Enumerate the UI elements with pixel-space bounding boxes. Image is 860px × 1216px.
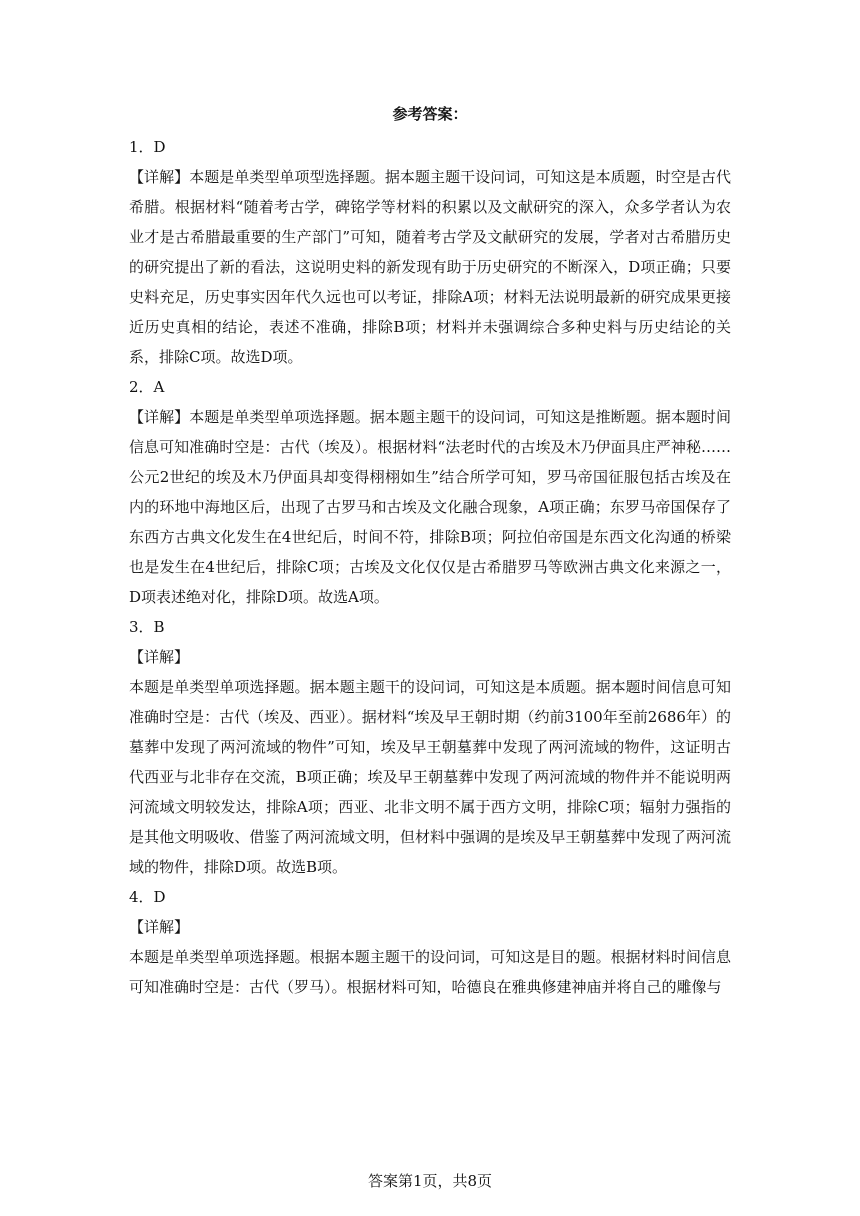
answer-number: 4．D xyxy=(129,888,166,906)
explanation-text: 本题是单类型单项选择题。据本题主题干的设问词，可知这是本质题。据本题时间信息可知准确时空是：古代（埃及、西亚）。据材料“埃及早王朝时期（约前3100年至前2686年）的墓葬中发现了两河流域的物件”可知，埃及早王朝墓葬中发现了两河流域的物件，这证明古代西亚与北非存在交流，B项正确；埃及早王朝墓葬中发现了两河流域的物件并不能说明两河流域文明较发达，排除A项；西亚、北非文明不属于西方文明，排除C项；辐射力强指的是其他文明吸收、借鉴了两河流域文明，但材料中强调的是埃及早王朝墓葬中发现了两河流域的物件，排除D项。故选B项。 xyxy=(129,678,731,876)
answer-content xyxy=(129,132,731,1002)
answer-explanation xyxy=(129,402,731,612)
explanation-text: 本题是单类型单项选择题。根据本题主题干的设问词，可知这是目的题。根据材料时间信息可知准确时空是：古代（罗马）。根据材料可知，哈德良在雅典修建神庙并将自己的雕像与 xyxy=(129,948,731,996)
page-footer: 答案第1页，共8页 xyxy=(367,1172,493,1190)
explanation-text: 本题是单类型单项选择题。据本题主题干的设问词，可知这是推断题。据本题时间信息可知准确时空是：古代（埃及）。根据材料“法老时代的古埃及木乃伊面具庄严神秘……公元2世纪的埃及木乃伊面具却变得栩栩如生”结合所学可知，罗马帝国征服包括古埃及在内的环地中海地区后，出现了古罗马和古埃及文化融合现象，A项正确；东罗马帝国保存了东西方古典文化发生在4世纪后，时间不符，排除B项；阿拉伯帝国是东西文化沟通的桥梁也是发生在4世纪后，排除C项；古埃及文化仅仅是古希腊罗马等欧洲古典文化来源之一，D项表述绝对化，排除D项。故选A项。 xyxy=(129,408,731,606)
answer-number: 1．D xyxy=(129,138,166,156)
explanation-label: 【详解】 xyxy=(129,648,190,666)
explanation-label: 【详解】 xyxy=(129,408,190,426)
explanation-label: 【详解】 xyxy=(129,918,190,936)
answer-number: 3．B xyxy=(129,618,165,636)
explanation-label: 【详解】 xyxy=(129,168,190,186)
answer-explanation xyxy=(129,162,731,372)
explanation-text: 本题是单类型单项型选择题。据本题主题干设问词，可知这是本质题，时空是古代希腊。根据材料“随着考古学，碑铭学等材料的积累以及文献研究的深入，众多学者认为农业才是古希腊最重要的生产部门”可知，随着考古学及文献研究的发展，学者对古希腊历史的研究提出了新的看法，这说明史料的新发现有助于历史研究的不断深入，D项正确；只要史料充足，历史事实因年代久远也可以考证，排除A项；材料无法说明最新的研究成果更接近历史真相的结论，表述不准确，排除B项；材料并未强调综合多种史料与历史结论的关系，排除C项。故选D项。 xyxy=(129,168,731,366)
page-title: 参考答案： xyxy=(392,105,468,123)
answer-number: 2．A xyxy=(129,378,165,396)
